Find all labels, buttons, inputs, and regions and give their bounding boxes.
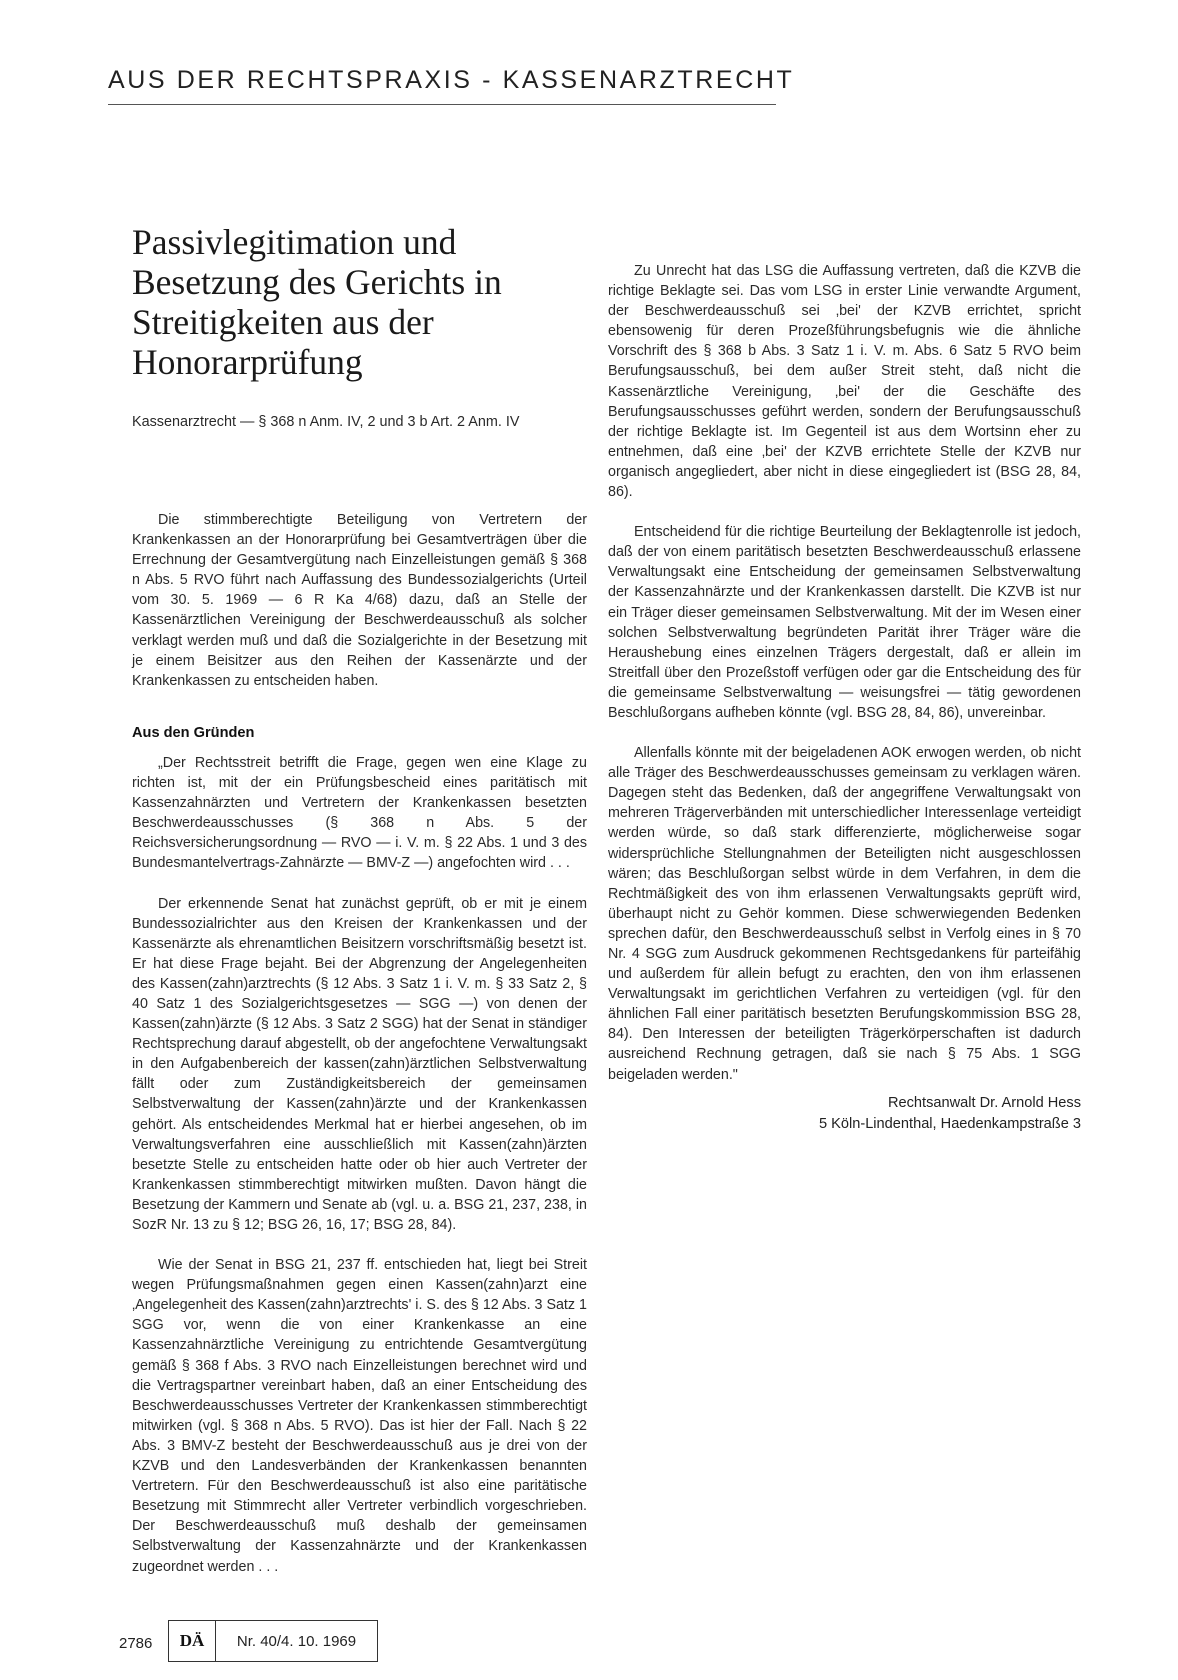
section-heading: AUS DER RECHTSPRAXIS - KASSENARZTRECHT: [108, 66, 795, 94]
paragraph: Allenfalls könnte mit der beigeladenen AOK erwogen werden, ob nicht alle Träger des Beschwerdeausschusses gemeinsam zu verklagen wären. Dagegen steht das Bedenken, daß der angegriffene Verwaltungsakt von mehreren Trägerverbänden mit unterschiedlicher Interessenlage verteidigt werden würde, so daß stark differenzierte, möglicherweise sogar widersprüchliche Stellungnahmen der Beteiligten nicht ausgeschlossen wären; das Beschlußorgan selbst würde in dem Verfahren, in dem die Rechtmäßigkeit des von ihm erlassenen Verwaltungsakts geprüft wird, überhaupt nicht zu Gehör kommen. Diese schwerwiegenden Bedenken sprechen dafür, den Beschwerdeausschuß selbst in Verfolg eines in § 70 Nr. 4 SGG zum Ausdruck gekommenen Rechtsgedankens für parteifähig und außerdem für allein befugt zu erachten, den von ihm erlassenen Verwaltungsakt im gerichtlichen Verfahren zu verteidigen (vgl. für den ähnlichen Fall einer paritätisch besetzten Berufungskommission BSG 28, 84). Den Interessen der beteiligten Trägerkörperschaften ist dadurch ausreichend Rechnung getragen, daß sie nach § 75 Abs. 1 SGG beigeladen werden.": [608, 745, 1081, 1083]
author-address: 5 Köln-Lindenthal, Haedenkampstraße 3: [818, 1115, 1081, 1132]
article-summary: Die stimmberechtigte Beteiligung von Vertretern der Krankenkassen an der Honorarprüfung bei Gesamtverträgen über die Errechnung der Gesamtvergütung nach Einzelleistungen gemäß § 368 n Abs. 5 RVO führt nach Auffassung des Bundessozialgerichts (Urteil vom 30. 5. 1969 — 6 R Ka 4/68) dazu, daß an Stelle der Kassenärztlichen Vereinigung der Beschwerdeausschuß als solcher verklagt werden muß und daß die Sozialgerichte in der Besetzung mit je einem Beisitzer aus den Reihen der Kassenärzte und der Krankenkassen zu entscheiden haben.: [132, 512, 587, 689]
article-title: Passivlegitimation und Besetzung des Gerichts in Streitigkeiten aus der Honorarprüfung: [132, 222, 502, 382]
paragraph: Entscheidend für die richtige Beurteilung der Beklagtenrolle ist jedoch, daß der von einem paritätisch besetzten Beschwerdeausschuß erlassene Verwaltungsakt eine Entscheidung der gemeinsamen Selbstverwaltung der Kassenzahnärzte und der Krankenkassen darstellt. Die KZVB ist nur ein Träger dieser gemeinsamen Selbstverwaltung. Mit der im Wesen einer solchen Selbstverwaltung begründeten Parität ihrer Träger wäre die Heraushebung eines einzelnen Trägers dergestalt, daß er allein im Streitfall über den Prozeßstoff verfügen oder gar die Entscheidung des für die gemeinsame Selbstverwaltung — weisungsfrei — tätig gewordenen Beschlußorgans aufheben könnte (vgl. BSG 28, 84, 86), unvereinbar.: [608, 524, 1081, 721]
left-column: [132, 510, 587, 1577]
page-number: 2786: [119, 1635, 153, 1652]
author-name: Rechtsanwalt Dr. Arnold Hess: [887, 1094, 1081, 1111]
reasons-heading: Aus den Gründen: [132, 724, 255, 741]
article-keywords: Kassenarztrecht — § 368 n Anm. IV, 2 und 3 b Art. 2 Anm. IV: [132, 414, 520, 430]
paragraph: Der erkennende Senat hat zunächst geprüft, ob er mit je einem Bundessozialrichter aus den Kreisen der Krankenkassen und der Kassenärzte als ehrenamtlichen Beisitzern vorschriftsmäßig besetzt ist. Er hat diese Frage bejaht. Bei der Abgrenzung der Angelegenheiten des Kassen(zahn)arztrechts (§ 12 Abs. 3 Satz 1 i. V. m. § 33 Satz 2, § 40 Satz 1 des Sozialgerichtsgesetzes — SGG —) von denen der Kassen(zahn)ärzte (§ 12 Abs. 3 Satz 2 SGG) hat der Senat in ständiger Rechtsprechung darauf abgestellt, ob der angefochtene Verwaltungsakt in den Aufgabenbereich der kassen(zahn)ärztlichen Selbstverwaltung fällt oder zum Zuständigkeitsbereich der gemeinsamen Selbstverwaltung der Kassen(zahn)ärzte und der Krankenkassen gehört. Als entscheidendes Merkmal hat er hierbei angesehen, ob im Verwaltungsverfahren eine ausschließlich mit Kassen(zahn)ärzten besetzte Stelle zu entscheiden hatte oder ob hier auch Vertreter der Krankenkassen stimmberechtigt mitwirken mußten. Davon hängt die Besetzung der Kammern und Senate ab (vgl. u. a. BSG 21, 237, 238, in SozR Nr. 13 zu § 12; BSG 26, 16, 17; BSG 28, 84).: [132, 895, 587, 1233]
right-column: [608, 229, 1081, 1135]
paragraph: Wie der Senat in BSG 21, 237 ff. entschieden hat, liegt bei Streit wegen Prüfungsmaßnahmen gegen einen Kassen(zahn)arzt eine ‚Angelegenheit des Kassen(zahn)arztrechts' i. S. des § 12 Abs. 3 Satz 1 SGG vor, wenn die von einer Krankenkasse an eine Kassenzahnärztliche Vereinigung zu entrichtende Gesamtvergütung gemäß § 368 f Abs. 3 RVO nach Einzelleistungen berechnet wird und die Vertragspartner vereinbart haben, daß an einer Entscheidung des Beschwerdeausschusses Vertreter der Krankenkassen stimmberechtigt mitwirken (vgl. § 368 n Abs. 5 RVO). Das ist hier der Fall. Nach § 22 Abs. 3 BMV-Z besteht der Beschwerdeausschuß aus je drei von der KZVB und den Landesverbänden der Krankenkassen benannten Vertretern. Für den Beschwerdeausschuß ist also eine paritätische Besetzung mit Stimmrecht aller Vertreter verbindlich vorgeschrieben. Der Beschwerdeausschuß muß deshalb der gemeinsamen Selbstverwaltung der Kassenzahnärzte und der Krankenkassen zugeordnet werden . . .: [132, 1257, 587, 1575]
paragraph: „Der Rechtsstreit betrifft die Frage, gegen wen eine Klage zu richten ist, mit der ein Prüfungsbescheid eines paritätisch mit Kassenzahnärzten und Vertretern der Krankenkassen besetzten Beschwerdeausschusses (§ 368 n Abs. 5 der Reichsversicherungsordnung — RVO — i. V. m. § 22 Abs. 1 und 3 des Bundesmantelvertrags-Zahnärzte — BMV-Z —) angefochten wird . . .: [132, 754, 587, 872]
author-block: [608, 1093, 1081, 1135]
paragraph: Zu Unrecht hat das LSG die Auffassung vertreten, daß die KZVB die richtige Beklagte sei. Das vom LSG in erster Linie verwandte Argument, der Beschwerdeausschuß sei ‚bei' der KZVB errichtet, spricht ebensowenig für deren Prozeßführungsbefugnis wie die ähnliche Vorschrift des § 368 b Abs. 3 Satz 1 i. V. m. Abs. 6 Satz 5 RVO beim Berufungsausschuß, bei dem außer Streit steht, daß nicht die Kassenärztliche Vereinigung, ‚bei' der die Geschäfte des Berufungsausschusses geführt werden, sondern der Berufungsausschuß der richtige Beklagte ist. Im Gegenteil ist aus dem Wortsinn eher zu entnehmen, daß eine ‚bei' der KZVB errichtete Stelle der KZVB nur organisch angegliedert, aber nicht in diese eingegliedert ist (BSG 28, 84, 86).: [608, 263, 1081, 501]
section-rule: [108, 104, 776, 105]
journal-footer: [168, 1620, 378, 1662]
issue-info: Nr. 40/4. 10. 1969: [236, 1632, 357, 1650]
journal-logo: DÄ: [169, 1621, 216, 1661]
